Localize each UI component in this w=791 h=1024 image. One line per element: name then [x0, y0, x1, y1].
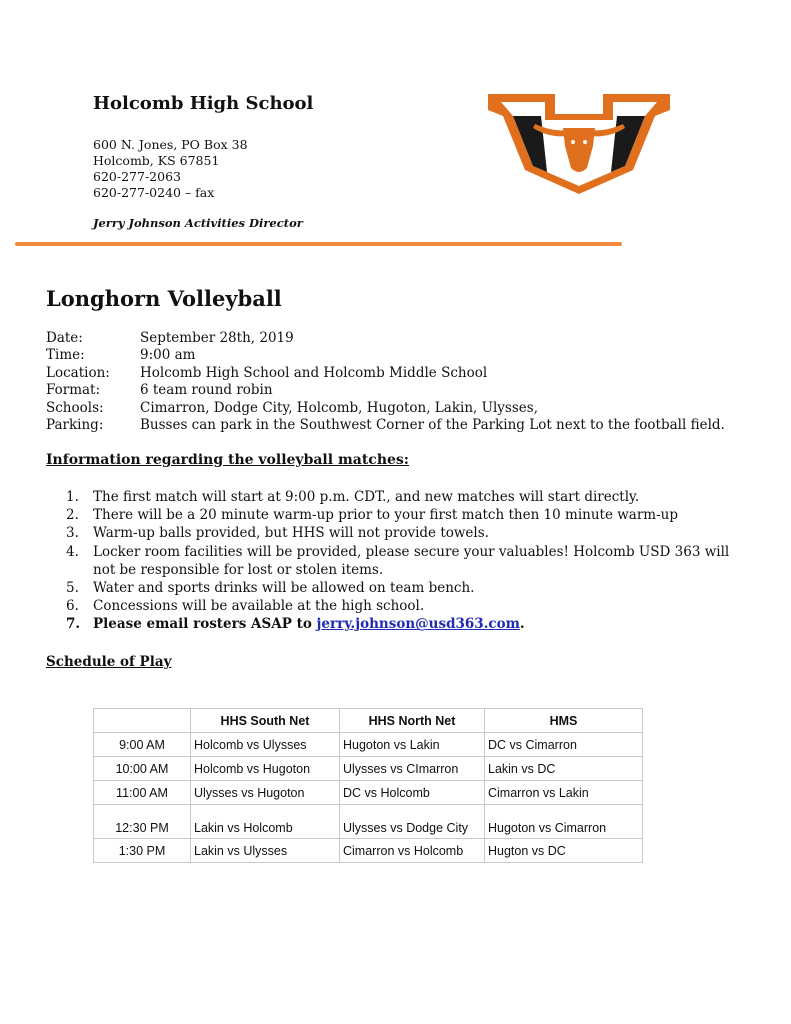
activities-director: Jerry Johnson Activities Director	[93, 216, 303, 230]
column-header: HHS South Net	[191, 709, 340, 733]
detail-value: Cimarron, Dodge City, Holcomb, Hugoton, Lakin, Ulysses,	[140, 399, 538, 416]
match-cell: Hugton vs DC	[485, 839, 643, 863]
list-number: 1.	[66, 489, 79, 505]
list-text: Concessions will be available at the high school.	[93, 598, 425, 615]
phone-line: 620-277-2063	[93, 169, 181, 184]
detail-time	[46, 347, 725, 364]
match-cell: DC vs Holcomb	[340, 781, 485, 805]
time-cell: 9:00 AM	[94, 733, 191, 757]
table-row	[94, 839, 643, 863]
fax-line: 620-277-0240 – fax	[93, 185, 215, 200]
column-header: HMS	[485, 709, 643, 733]
detail-value: Holcomb High School and Holcomb Middle School	[140, 364, 488, 381]
email-suffix: .	[519, 616, 525, 633]
table-row	[94, 781, 643, 805]
detail-label: Parking:	[46, 417, 104, 434]
match-cell: Lakin vs Ulysses	[191, 839, 340, 863]
list-text: Locker room facilities will be provided, please secure your valuables! Holcomb USD 363 will not be responsible for lost or stolen items.	[93, 543, 730, 578]
school-address	[93, 137, 248, 201]
list-number: 6.	[66, 598, 79, 615]
detail-label: Location:	[46, 364, 110, 381]
time-cell: 10:00 AM	[94, 757, 191, 781]
column-header: HHS North Net	[340, 709, 485, 733]
list-text: Warm-up balls provided, but HHS will not provide towels.	[93, 525, 489, 542]
list-item	[66, 597, 736, 615]
table-row	[94, 757, 643, 781]
detail-value: Busses can park in the Southwest Corner of the Parking Lot next to the football field.	[140, 417, 725, 434]
list-item	[66, 543, 736, 579]
list-text: There will be a 20 minute warm-up prior to your first match then 10 minute warm-up	[93, 507, 678, 524]
detail-schools	[46, 400, 725, 417]
detail-value: 9:00 am	[140, 347, 196, 364]
event-title: Longhorn Volleyball	[46, 286, 282, 311]
email-prefix: Please email rosters ASAP to	[93, 616, 317, 633]
detail-value: September 28th, 2019	[140, 330, 294, 346]
longhorn-logo-icon	[483, 86, 675, 198]
match-cell: Ulysses vs Hugoton	[191, 781, 340, 805]
list-number: 2.	[66, 507, 79, 524]
info-heading: Information regarding the volleyball matches:	[46, 452, 409, 468]
time-cell: 11:00 AM	[94, 781, 191, 805]
school-name: Holcomb High School	[93, 93, 314, 114]
list-item	[66, 488, 736, 506]
event-details	[46, 330, 725, 434]
list-number: 7.	[66, 616, 81, 633]
detail-label: Date:	[46, 330, 83, 346]
detail-parking	[46, 417, 725, 434]
time-cell: 12:30 PM	[94, 805, 191, 839]
column-header	[94, 709, 191, 733]
address-line: Holcomb, KS 67851	[93, 153, 220, 168]
table-row	[94, 805, 643, 839]
match-cell: Holcomb vs Ulysses	[191, 733, 340, 757]
detail-label: Format:	[46, 382, 101, 399]
list-number: 3.	[66, 525, 79, 542]
list-item	[66, 524, 736, 542]
list-number: 4.	[66, 543, 79, 560]
email-link[interactable]: jerry.johnson@usd363.com	[316, 616, 520, 633]
detail-value: 6 team round robin	[140, 382, 273, 399]
detail-date	[46, 330, 725, 347]
match-cell: Hugoton vs Cimarron	[485, 805, 643, 839]
match-cell: Holcomb vs Hugoton	[191, 757, 340, 781]
list-item	[66, 506, 736, 524]
detail-format	[46, 382, 725, 399]
list-text: The first match will start at 9:00 p.m. CDT., and new matches will start directly.	[93, 489, 640, 505]
match-cell: Lakin vs Holcomb	[191, 805, 340, 839]
table-header-row	[94, 709, 643, 733]
info-list	[66, 488, 736, 634]
table-row	[94, 733, 643, 757]
detail-location	[46, 365, 725, 382]
list-text: Water and sports drinks will be allowed on team bench.	[93, 580, 475, 597]
match-cell: Hugoton vs Lakin	[340, 733, 485, 757]
time-cell: 1:30 PM	[94, 839, 191, 863]
match-cell: Cimarron vs Holcomb	[340, 839, 485, 863]
match-cell: Lakin vs DC	[485, 757, 643, 781]
list-text	[93, 615, 525, 633]
detail-label: Schools:	[46, 399, 104, 416]
schedule-table	[93, 708, 643, 863]
header-divider	[15, 242, 622, 246]
match-cell: Cimarron vs Lakin	[485, 781, 643, 805]
match-cell: Ulysses vs Dodge City	[340, 805, 485, 839]
detail-label: Time:	[46, 347, 85, 364]
list-number: 5.	[66, 580, 79, 597]
address-line: 600 N. Jones, PO Box 38	[93, 137, 248, 152]
list-item	[66, 579, 736, 597]
list-item-email	[66, 615, 736, 633]
match-cell: Ulysses vs CImarron	[340, 757, 485, 781]
schedule-heading: Schedule of Play	[46, 654, 172, 670]
match-cell: DC vs Cimarron	[485, 733, 643, 757]
